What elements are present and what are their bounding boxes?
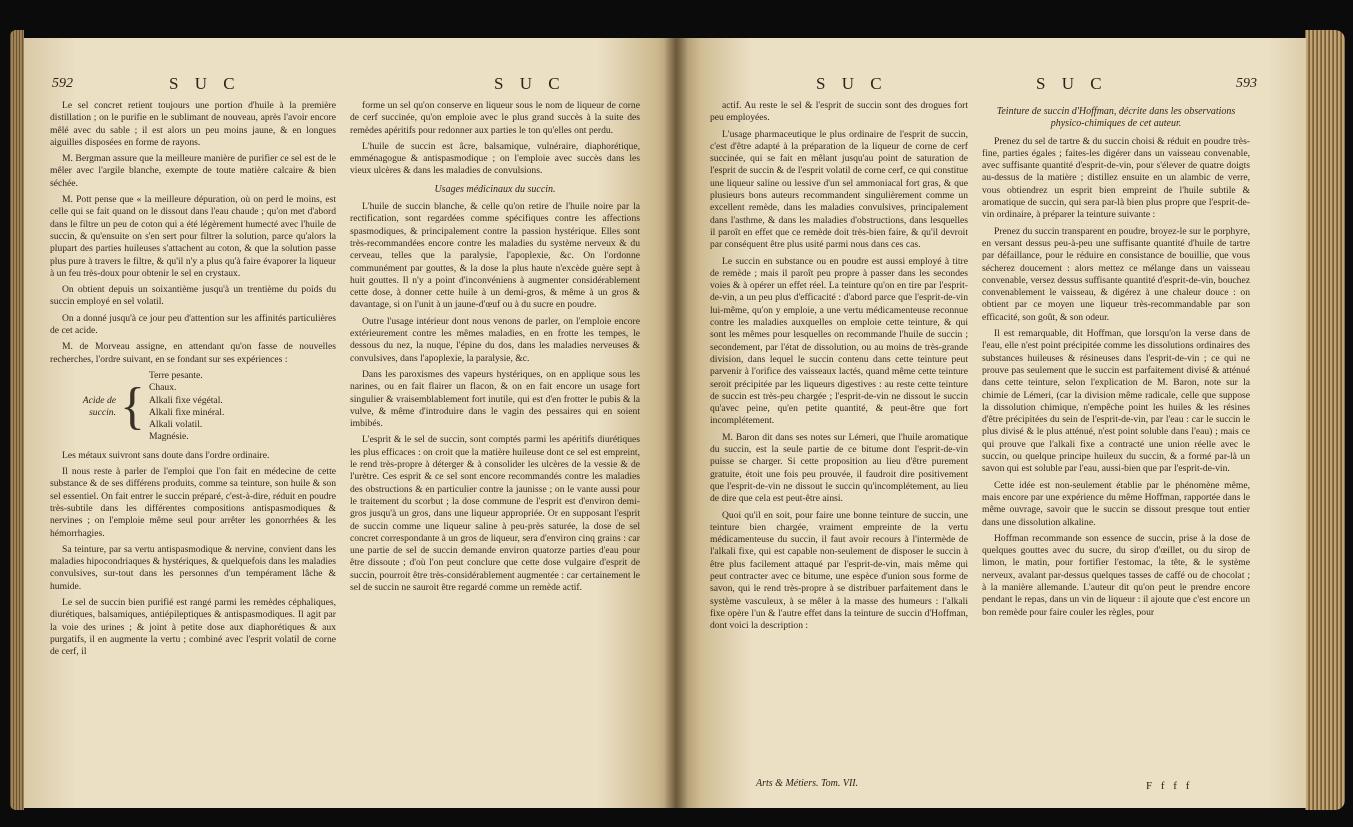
running-header: S U C [816,74,888,93]
paragraph: Outre l'usage intérieur dont nous venons de parler, on l'emploie encore extérieurement contre les mêmes maladies, en en frotte les tempes, le dessous du nez, la nuque, l'épine du dos, dans les maladies nerveuses & convulsives, dans l'apoplexie, la paralysie, &c. [350,315,640,364]
paragraph: Il est remarquable, dit Hoffman, que lorsqu'on la verse dans de l'eau, elle n'est point précipitée comme les dissolutions ordinaires des substances huileuses & résineuses dans l'esprit-de-vin ; ce qui ne prouve pas seulement que le succin est parfaitement divisé & atténué dans cette teinture, selon l'explication de M. Baron, note sur la chimie de Lémeri, (car la division même radicale, celle que suppose la dissolution chimique, n'empêche point les huiles & les résines d'être précipitées du sein de l'esprit-de-vin, par l'eau : car le succin le plus divisé & le plus atténué, n'est point soluble dans l'eau) ; mais ce qui prouve que l'alkali fixe a contracté une union réelle avec le succin, ou quelque principe huileux du succin, & a formé par-là un savon qui est soluble par l'eau, aussi-bien que par l'esprit-de-vin. [982,328,1250,475]
paragraph: Cette idée est non-seulement établie par le phénomène même, mais encore par une expérience du même Hoffman, rapportée dans le même ouvrage, savoir que le succin se dissout presque tout entier dans une dissolution alkaline. [982,479,1250,528]
paragraph: Hoffman recommande son essence de succin, prise à la dose de quelques gouttes avec du sucre, du sirop d'œillet, ou du sirop de limon, le matin, pour fortifier l'estomac, la tête, & le système nerveux, avalant par-dessus quelques tasses de caffé ou de chocolat ; à la manière allemande. L'auteur dit qu'on peut le prendre encore pendant le repas, dans un vin de liqueur : il ajoute que c'est encore un bon remède pour faire couler les règles, pour [982,532,1250,618]
list-item: Magnésie. [148,431,189,443]
paragraph: L'huile de succin est âcre, balsamique, vulnéraire, diaphorétique, emménagogue & antispasmodique ; on l'emploie avec succès dans les vieux ulcères & dans les maladies de convulsions. [350,140,640,177]
paragraph: M. Baron dit dans ses notes sur Lémeri, que l'huile aromatique du succin, est la seule partie de ce bitume dont l'esprit-de-vin puisse se charger. Si cette proposition au lieu d'être purement gratuite, étoit une fois peu prouvée, il faudroit dire positivement que l'esprit-de-vin ne dissout le succin qu'incomplétement, au lieu de dire que cela est peut-être ainsi. [710,431,968,505]
paragraph: Il nous reste à parler de l'emploi que l'on fait en médecine de cette substance & de ses différens produits, comme sa teinture, son huile & son sel essentiel. On fait entrer le succin préparé, c'est-à-dire, réduit en poudre très-subtile dans les différentes compositions antispasmodiques & nervines ; on l'emploie même seul pour arrêter les gonorrhées & les hémorrhagies. [50,466,336,539]
paragraph: Le succin en substance ou en poudre est aussi employé à titre de remède ; mais il paroît peu propre à passer dans les secondes voies & à opérer un effet réel. La teinture qu'on en tire par l'esprit-de-vin, a un peu plus d'efficacité : d'abord parce que l'esprit-de-vin lui-même, qu'on y emploie, a une vertu médicamenteuse reconnue contre les maladies auxquelles on emploie cette teinture, & qui sont les mêmes pour lesquelles on recommande l'huile de succin ; secondement, par l'état de dissolution, ou au moins de très-grande division, dans lequel le succin contenu dans cette teinture peut parvenir à l'orifice des vaisseaux lactés, quand même cette teinture seroit précipitée par les liqueurs digestives : au reste cette teinture de succin est très-peu chargée ; l'esprit-de-vin ne dissout le succin qu'avec peine, qu'en petite quantité, & peut-être que fort incomplétement. [710,255,968,427]
paragraph: L'huile de succin blanche, & celle qu'on retire de l'huile noire par la rectification, sont regardées comme spécifiques contre les affections spasmodiques, & principalement contre la passion hystérique. Elles sont très-recommandées encore contre les maladies du système nerveux & du cerveau, telles que la paralysie, l'apoplexie, &c. On l'ordonne communément par gouttes, & la dose la plus haute n'excède guère sept à huit gouttes. Il n'y a point d'inconvéniens à augmenter considérablement cette dose, à donner cette huile à un demi-gros, & même à un gros & davantage, si on l'unit à un jaune-d'œuf ou à du sucre en poudre. [350,201,640,311]
table-label: Acide de succin. [82,394,116,418]
brace: { [120,377,145,435]
text-column-4 [982,100,1250,623]
list-item: Alkali fixe minéral. [148,406,225,418]
list-item: Alkali volatil. [148,419,203,431]
affinity-list [149,370,224,444]
list-item: Terre pesante. [148,369,203,381]
paragraph: Sa teinture, par sa vertu antispasmodique & nervine, convient dans les maladies hipocondriaques & hystériques, & quelquefois dans les maladies convulsives, sur-tout dans les personnes d'un tempérament lâche & humide. [50,543,336,592]
paragraph: Quoi qu'il en soit, pour faire une bonne teinture de succin, une teinture bien chargée, vraiment empreinte de la vertu médicamenteuse du succin, il faut avoir recours à l'intermède de l'alkali fixe, qui est capable non-seulement de disposer le succin à être plus facilement attaqué par l'esprit-de-vin, mais même qui peut contracter avec ce bitume, une espèce d'union sous forme de savon, qui le rend très-propre à se distribuer parfaitement dans le système vasculeux, à se mêler à la masse des humeurs : l'alkali fixe opère l'un & l'autre effet dans la teinture de succin d'Hoffman, dont voici la description : [710,509,968,632]
paragraph: On obtient depuis un soixantième jusqu'à un trentième du poids du succin employé en sel volatil. [50,284,336,308]
page-edges-left [10,30,24,810]
volume-footer: Arts & Métiers. Tom. VII. [756,778,859,789]
running-header: S U C [494,74,566,93]
paragraph: Les métaux suivront sans doute dans l'ordre ordinaire. [62,449,270,461]
page-edges-right [1305,30,1345,810]
affinity-table [68,370,336,444]
paragraph: Prenez du succin transparent en poudre, broyez-le sur le porphyre, en versant dessus peu-à-peu une suffisante quantité d'huile de tartre par défaillance, pour le réduire en consistance de bouillie, que vous sécherez doucement : alors mettez ce mélange dans un vaisseau convenable, versez dessus suffisante quantité d'esprit-de-vin, bouchez convenablement le vaisseau, & digérez à une chaleur douce : on obtient par ce moyen une liqueur très-recommandable par son efficacité, son goût, & son odeur. [982,225,1250,323]
text-column-1 [50,100,336,662]
paragraph: actif. Au reste le sel & l'esprit de succin sont des drogues fort peu employées. [710,100,968,124]
text-column-2 [350,100,640,598]
paragraph: M. Pott pense que « la meilleure dépuration, où on perd le moins, est celle qui se fait quand on le dissout dans l'eau chaude ; qu'on met d'abord dans le filtre un peu de coton qui a été légèrement humecté avec l'huile de succin, & qu'ensuite on s'en sert pour filtrer la solution, parce qu'alors la plupart des parties huileuses s'attachent au coton, & que la solution passe plus pure à travers le filtre, & qu'il n'y a plus qu'à faire évaporer la liqueur à un feu très-doux pour obtenir le sel en crystaux. [50,194,336,279]
paragraph: Dans les paroxismes des vapeurs hystériques, on en applique sous les narines, ou en fait flairer un flacon, & on en fait encore un usage fort singulier & vraisemblablement fort inutile, qui est d'en frotter le pubis & la vulve, & même d'introduire dans le vagin des pessaires qui en soient imbibés. [350,368,640,430]
paragraph: forme un sel qu'on conserve en liqueur sous le nom de liqueur de corne de cerf succinée, qu'on emploie avec le plus grand succès à la suite des remèdes apéritifs pour redonner aux parties le ton qu'elles ont perdu. [350,100,640,136]
section-heading: Usages médicinaux du succin. [434,183,556,195]
paragraph: L'usage pharmaceutique le plus ordinaire de l'esprit de succin, c'est d'être adapté à la préparation de la liqueur de corne de cerf succinée, qui se fait en mêlant jusqu'au point de saturation de l'esprit de succin & de l'esprit volatil de corne cerf, ce qui constitue une liqueur saline ou lessive d'un sel ammoniacal fort gras, & que plusieurs bons auteurs recommandent singulièrement comme un excellent remède, dans les maladies convulsives, principalement dans l'asthme, & dans les maladies d'obstructions, dans lesquelles il paroît en effet que ce remède doit très-bien faire, & qu'il devroit par conséquent être plus usité parmi nous dans ces cas. [710,128,968,251]
text-column-3 [710,100,968,636]
signature-mark: F f f f [1146,780,1193,792]
right-page [676,38,1306,808]
paragraph: On a donné jusqu'à ce jour peu d'attention sur les affinités particulières de cet acide. [50,312,336,337]
paragraph: Le sel concret retient toujours une portion d'huile à la première distillation ; on le purifie en le sublimant de nouveau, après l'avoir encore mêlé avec du sable ; il est alors un peu moins jaune, & en longues aiguilles disposées en forme de rayons. [50,100,336,148]
left-page [24,38,676,808]
paragraph: L'esprit & le sel de succin, sont comptés parmi les apéritifs diurétiques les plus efficaces : on croit que la matière huileuse dont ce sel est empreint, le rend très-propre à déterger & à consolider les ulcères de la vessie & de l'urètre. Ces esprit & ce sel sont encore recommandés contre les maladies des obstructions & en particulier contre la jaunisse ; on le vante aussi pour le traitement du scorbut ; la dose commune de l'esprit est d'environ demi-gros jusqu'à un gros, dans une liqueur appropriée. Or en supposant l'esprit de succin comme une liqueur saline à peu-près saturée, la dose de sel concret correspondante à un gros de liqueur, sera d'environ cinq grains : car une partie de sel de succin demande environ quatorze parties d'eau pour être dissoute ; d'où l'on peut conclure que cette dose vulgaire d'esprit de succin, pourroit être très-considérablement augmentée : car certainement le sel de succin ne sauroit être regardé comme un remède actif. [350,434,640,593]
paragraph: Prenez du sel de tartre & du succin choisi & réduit en poudre très-fine, parties égales ; faites-les digérer dans un vaisseau convenable, avec suffisante quantité d'esprit-de-vin, pour s'élever de quatre doigts au-dessus de la matière ; distillez ensuite en un alambic de verre, vous obtiendrez un esprit bien empreint de l'huile subtile & aromatique de succin, qui sera par-là bien plus propre que l'esprit-de-vin ordinaire, à préparer la teinture suivante : [982,135,1250,221]
running-header: S U C [169,74,241,93]
page-number: 592 [52,76,73,91]
section-heading: Teinture de succin d'Hoffman, décrite dans les observations physico-chimiques de cet auteur. [996,106,1236,130]
running-header: S U C [1036,74,1108,93]
list-item: Chaux. [148,382,177,394]
paragraph: M. de Morveau assigne, en attendant qu'on fasse de nouvelles recherches, l'ordre suivant, en se fondant sur ses expériences : [50,341,336,365]
book-gutter [664,38,688,808]
page-number: 593 [1236,76,1257,91]
paragraph: Le sel de succin bien purifié est rangé parmi les remèdes céphaliques, diurétiques, balsamiques, antiépileptiques & antispasmodiques. Il agit par la voie des urines ; & joint à petite dose aux diaphorétiques & aux purgatifs, il en augmente la vertu ; combiné avec l'esprit volatil de corne de cerf, il [50,596,336,658]
list-item: Alkali fixe végétal. [148,394,223,406]
paragraph: M. Bergman assure que la meilleure manière de purifier ce sel est de le mêler avec l'argile blanche, exempte de toute matière calcaire & bien séchée. [50,153,336,189]
